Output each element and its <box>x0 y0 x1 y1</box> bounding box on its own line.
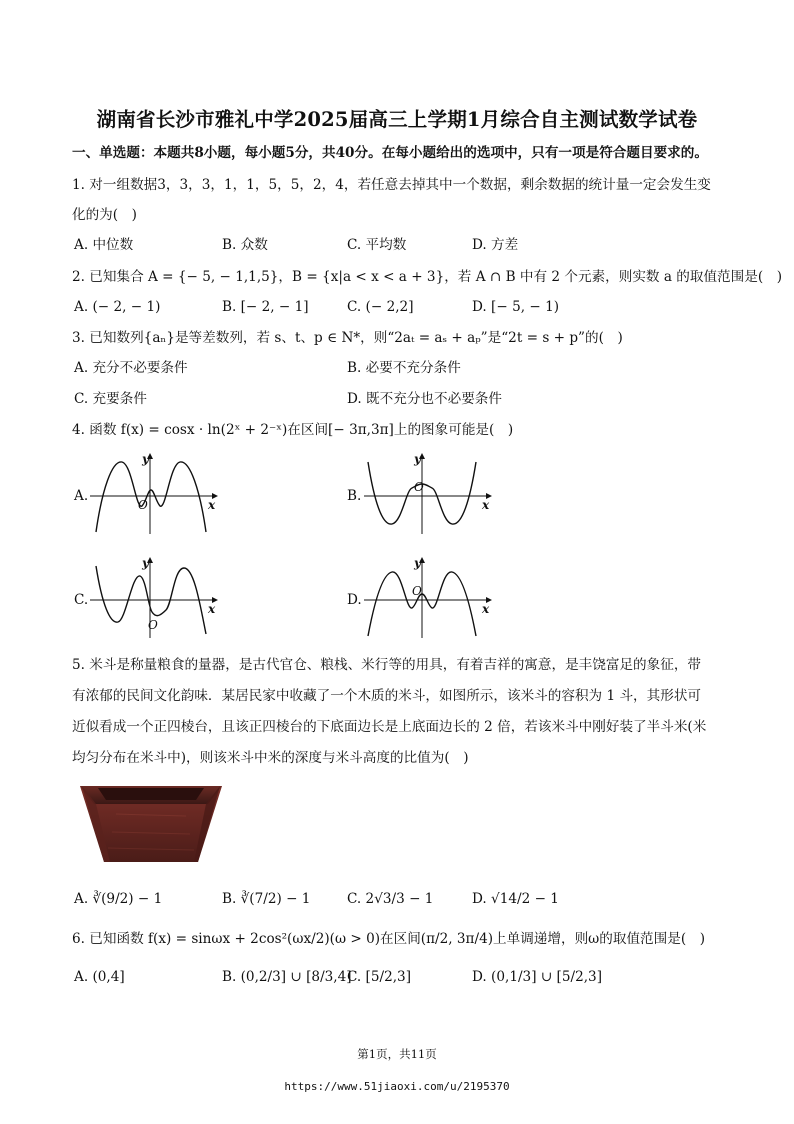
graph-c-x-label: x <box>208 602 216 616</box>
question-4-line-1: 4. 函数 f(x) = cosx · ln(2ˣ + 2⁻ˣ)在区间[− 3π,3π]上的图象可能是( ) <box>72 422 514 438</box>
q1-option-c: C. 平均数 <box>347 237 407 253</box>
graph-d-x-label: x <box>482 602 490 616</box>
q3-option-a: A. 充分不必要条件 <box>74 360 188 376</box>
question-6-line-1: 6. 已知函数 f(x) = sinωx + 2cos²(ωx/2)(ω > 0)在区间(π/2, 3π/4)上单调递增，则ω的取值范围是( ) <box>72 931 706 947</box>
q5-option-b: B. ∛(7/2) − 1 <box>222 891 311 907</box>
q6-option-a: A. (0,4] <box>74 969 125 985</box>
section-heading: 一、单选题：本题共8小题，每小题5分，共40分。在每小题给出的选项中，只有一项是符合题目要求的。 <box>72 145 708 161</box>
graph-d-svg <box>362 554 496 640</box>
rice-measure-photo <box>76 774 226 870</box>
question-1-line-1: 1. 对一组数据3，3，3，1，1，5，5，2，4，若任意去掉其中一个数据，剩余数据的统计量一定会发生变 <box>72 177 711 193</box>
graph-a-svg <box>88 450 222 536</box>
graph-b-label: B. <box>347 488 362 504</box>
graph-c-origin: O <box>148 618 158 632</box>
q6-option-c: C. [5/2,3] <box>347 969 412 985</box>
question-3-line-1: 3. 已知数列{aₙ}是等差数列，若 s、t、p ∈ N*，则“2aₜ = aₛ + aₚ”是“2t = s + p”的( ) <box>72 330 623 346</box>
q2-option-b: B. [− 2, − 1] <box>222 299 309 315</box>
graph-b <box>362 450 496 536</box>
q1-option-b: B. 众数 <box>222 237 268 253</box>
q5-option-d: D. √14/2 − 1 <box>472 891 559 907</box>
q2-option-d: D. [− 5, − 1) <box>472 299 560 315</box>
graph-d-origin: O <box>412 584 422 598</box>
question-5-line-1: 5. 米斗是称量粮食的量器，是古代官仓、粮栈、米行等的用具，有着吉祥的寓意，是丰饶富足的象征，带 <box>72 657 702 673</box>
graph-d <box>362 554 496 640</box>
q2-option-c: C. (− 2,2] <box>347 299 414 315</box>
graph-d-y-label: y <box>414 556 421 570</box>
graph-c-label: C. <box>74 592 89 608</box>
graph-c-y-label: y <box>142 556 149 570</box>
q3-option-d: D. 既不充分也不必要条件 <box>347 391 502 407</box>
graph-c <box>88 554 222 640</box>
graph-a-x-label: x <box>208 498 216 512</box>
q5-option-a: A. ∛(9/2) − 1 <box>74 891 163 907</box>
q5-option-c: C. 2√3/3 − 1 <box>347 891 434 907</box>
q6-option-b: B. (0,2/3] ∪ [8/3,4] <box>222 969 352 985</box>
q3-option-b: B. 必要不充分条件 <box>347 360 461 376</box>
question-5-line-4: 均匀分布在米斗中)，则该米斗中米的深度与米斗高度的比值为( ) <box>72 750 469 766</box>
graph-a-y-label: y <box>142 452 149 466</box>
graph-a-origin: O <box>138 498 148 512</box>
q1-option-a: A. 中位数 <box>74 237 134 253</box>
question-5-line-3: 近似看成一个正四棱台，且该正四棱台的下底面边长是上底面边长的 2 倍，若该米斗中刚好装了半斗米(米 <box>72 719 707 735</box>
graph-a <box>88 450 222 536</box>
page-footer: 第1页，共11页 <box>357 1047 437 1061</box>
watermark-link[interactable]: https://www.51jiaoxi.com/u/2195370 <box>284 1080 510 1093</box>
question-1-line-2: 化的为( ) <box>72 207 137 223</box>
exam-title: 湖南省长沙市雅礼中学2025届高三上学期1月综合自主测试数学试卷 <box>96 108 698 131</box>
q2-option-a: A. (− 2, − 1) <box>74 299 161 315</box>
graph-b-svg <box>362 450 496 536</box>
graph-a-label: A. <box>74 488 89 504</box>
graph-d-label: D. <box>347 592 362 608</box>
q3-option-c: C. 充要条件 <box>74 391 147 407</box>
question-2-line-1: 2. 已知集合 A = {− 5, − 1,1,5}，B = {x|a < x < a + 3}，若 A ∩ B 中有 2 个元素，则实数 a 的取值范围是( ) <box>72 269 783 285</box>
question-5-line-2: 有浓郁的民间文化韵味．某居民家中收藏了一个木质的米斗，如图所示，该米斗的容积为 1 斗，其形状可 <box>72 688 702 704</box>
q1-option-d: D. 方差 <box>472 237 519 253</box>
rice-measure-illustration <box>76 774 226 870</box>
graph-b-y-label: y <box>414 452 421 466</box>
q6-option-d: D. (0,1/3] ∪ [5/2,3] <box>472 969 602 985</box>
graph-b-origin: O <box>414 480 424 494</box>
graph-b-x-label: x <box>482 498 490 512</box>
